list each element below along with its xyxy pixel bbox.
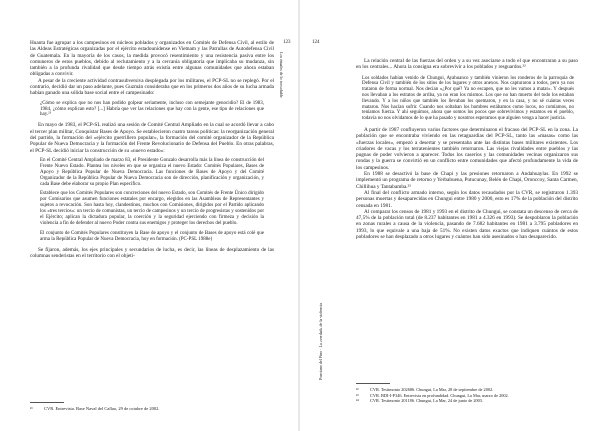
footnote-text: CVR. Testimonio 202686. Chungui, La Mar, 28 de septiembre de 2002.	[370, 387, 494, 392]
left-footnote-rule	[30, 402, 64, 403]
paragraph: A partir de 1987 confluyeron varios factores que determinaron el fracaso del PCP-SL en la zona. La población que se encontraba viviendo en las retaguardias del PCP-SL, tanto las «masas» como las «fuerzas locales», empezó a desertar y se presentaba ante las distintas bases militares existentes. Los criadores de vacas y los terratenientes también retornaron. Las viejas rivalidades entre pueblos y las pugnas de poder volvieron a aparecer. Todos los caseríos y las comunidades vecinas organizaron sus rondas y la guerra se convirtió en un conflicto entre comunidades que afectó profundamente la vida de los campesinos.	[356, 126, 578, 171]
footnote-text: CVR. BDI-I-P346. Entrevista en profundidad. Chungui, La Mar, marzo de 2002.	[370, 392, 509, 398]
footnote-number: ²³	[356, 392, 359, 398]
paragraph: La relación central de las fuerzas del orden y a su vez asociarse a todo el que encontraran a su paso en los centrales... Ahora la consigna era sobrevivir a los poblados y resguardos.²²	[356, 58, 578, 71]
right-footnotes	[356, 387, 578, 404]
right-footnote-rule	[356, 383, 390, 384]
footnote-number: ²²	[356, 387, 359, 392]
footnote-number: ²⁴	[356, 398, 359, 404]
paragraph: A pesar de la creciente actividad contrasubversiva desplegada por los militares, el PCP-SL no se replegó. Por el contrario, decidió dar un paso adelante, pues Guzmán consideraba que en los primeros dos años de su lucha armada habían ganado una sólida base social entre el campesinado:	[30, 77, 274, 97]
testimony-extract: Los soldados habían venido de Chungui, Ayahuanco y también vinieron los ronderos de la parroquia de Defensa Civil y también de los sitios de los lugares y otros anexos. Nos capturaron a todos, pero ya nos trataron de forma normal. Nos decían «¿Por qué? Ya no escapen, que no les vamos a matar». Y después nos llevaban a los estratos de arriba, ya no eran los mismos. Los que no han muerto del todo los estaban llevando. Y a los niños que también los llevaban los quemaron, y en la casa, y no sé cuántas veces mataron. Nos hacían sufrir. Cuando nos soltaban los hombres estábamos como locos, no comíamos, no teníamos fuerza. Y ahí seguimos, ahora que somos los pocos que sobrevivimos y estamos en el pueblo, todavía no nos olvidamos de lo que ha pasado y nosotros esperamos que alguien venga a hacer justicia.	[362, 75, 574, 122]
footnote	[356, 398, 578, 404]
footnote-text: CVR. Testimonio 201186. Chungui, La Mar, 24 de junio de 2003.	[370, 398, 484, 404]
left-page	[0, 0, 298, 431]
right-page-number: 124	[312, 40, 320, 45]
right-page	[300, 0, 600, 431]
block-quote: En el Comité Central Ampliado de marzo 83, el Presidente Gonzalo desarrolla más la línea de construcción del Frente Nuevo Estado. Plantea los niveles en que se organiza el nuevo Estado: Comités Populares, Bases de Apoyo y República Popular de Nueva Democracia. Las funciones de Bases de Apoyo y del Comité Organizador de la República Popular de Nueva Democracia son de dirección, planificación y organización, y cada Base debe elaborar su propio Plan específico.	[40, 157, 264, 187]
left-page-body	[30, 40, 274, 259]
right-page-body	[356, 58, 578, 240]
paragraph: Huanta fue agrupar a los campesinos en núcleos poblados y organizados en Comités de Defensa Civil, al estilo de las Aldeas Estratégicas organizadas por el ejército estadounidense en Vietnam y las Patrullas de Autodefensa Civil de Guatemala. En la mayoría de los casos, la medida provocó resentimiento y una resistencia pasiva entre los comuneros de estos pueblos, debido al reclutamiento y a la cercanía obligatoria que implicaba su mudanza, sin también a la profunda rivalidad que desde tiempo atrás existía entre algunas comunidades que ahora estaban obligadas a convivir.	[30, 40, 274, 78]
left-page-number: 123	[283, 40, 291, 45]
paragraph: En mayo de 1983, el PCP-SL realizó una sesión de Comité Central Ampliado en la cual se acordó llevar a cabo el tercer plan militar, Conquistar Bases de Apoyo. Se establecieron cuatro tareas políticas: la reorganización general del partido, la formación del «ejército guerrillero popular», la formación del comité organizador de la República Popular de Nueva Democracia y la formación del Frente Revolucionario de Defensa del Pueblo. En otras palabras, el PCP-SL decidió iniciar la construcción de su «nuevo estado»:	[30, 122, 274, 154]
block-quote: ¿Cómo se explica que no nos han podido golpear seriamente, incluso con semejante genocidio? El de 1983, 1984, ¿cómo explican esto? [...] Habría que ver las relaciones que hay con la gente, ese tipo de relaciones que hay.²¹	[40, 100, 264, 118]
paragraph: Al final del conflicto armado interno, según los datos recaudados por la CVR, se registraron 1.393 personas muertas y desaparecidas en Chungui entre 1980 y 2000, esto es 17% de la población del distrito censada en 1981.	[356, 189, 578, 209]
footnote	[30, 406, 274, 412]
right-running-head: Ponciano del Pino · La «verdad» de la violencia	[318, 303, 323, 380]
paragraph: En 1988 se desactivó la base de Chapi y las presiones retornaron a Andahuaylas. En 1992 se implementó un programa de retorno y Yerbabuena, Putucunay, Belén de Chapi, Oronccoy, Santa Carmen, Chillihua y Tantabamba.²³	[356, 171, 578, 190]
footnote-text: CVR. Entrevista. Base Naval del Callao, 29 de octubre de 2002.	[44, 406, 160, 411]
paragraph: Al comparar los censos de 1981 y 1993 en el distrito de Chungui, se constata un descenso de cerca de 47,5% de la población total (de 8.237 habitantes en 1981 a 4.326 en 1993). Se despoblaron la población en zonas rurales a causa de la violencia, pasando de 7.682 habitantes en 1981 a 3.795 pobladores en 1993, lo que equivale a una baja de 51%. No existen datos exactos que indiquen cuántos de estos pobladores se han desplazado a otros lugares y cuántos han sido asesinados o han desaparecido.	[356, 208, 578, 241]
left-footnotes	[30, 406, 274, 412]
left-running-head: Los rituales de lo irresoluble	[279, 52, 284, 98]
block-quote: Establece que los Comités Populares son concreciones del nuevo Estado, son Comités de Frente Único dirigido por Comisarios que asumen funciones estatales por encargo, elegidos en las Asambleas de Representantes y sujetos a revocación. Son hasta hoy, clandestinos, muchos con Comisiones, dirigidos por el Partido aplicando los «tres tercios»: un tercio de comunistas, un tercio de campesinos y un tercio de progresistas y sostenidos por el Ejército; aplican la dictadura popular, la coerción y la seguridad ejerciendo con firmeza y decisión la violencia a fin de defender al nuevo Poder contra sus enemigos y proteger los derechos del pueblo.	[40, 191, 264, 226]
block-quote: El conjunto de Comités Populares constituyen la Base de apoyo y el conjunto de Bases de apoyo está colé que arma la República Popular de Nueva Democracia, hoy en formación. (PC-PSL 1988e)	[40, 230, 264, 242]
footnote-number: ²¹	[30, 406, 33, 411]
paragraph: Se fijaron, además, los ejes principales y secundarios de lucha, es decir, las líneas de desplazamiento de las columnas senderistas en el territorio con el objeti-	[30, 246, 274, 259]
